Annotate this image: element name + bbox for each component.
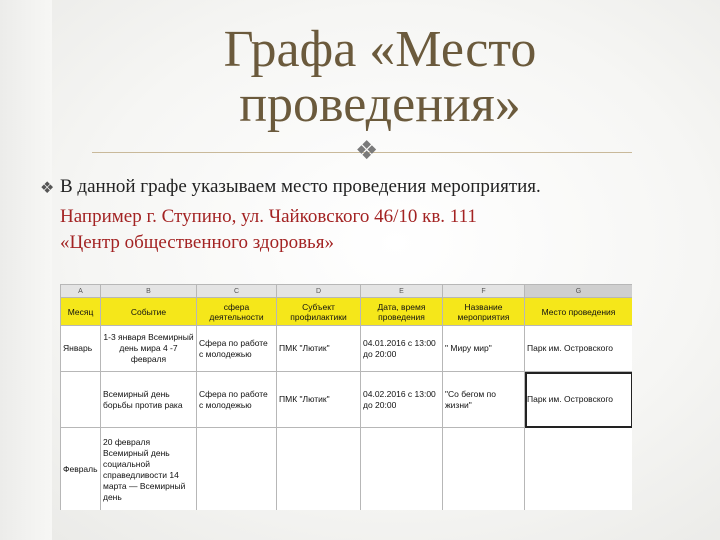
example-line-1: Например г. Ступино, ул. Чайковского 46/10 кв. 111 bbox=[60, 206, 477, 227]
subject-cell[interactable]: ПМК "Лютик" bbox=[277, 326, 361, 372]
date-cell[interactable] bbox=[361, 428, 443, 511]
slide-title bbox=[160, 22, 600, 132]
example-text bbox=[60, 204, 700, 256]
column-letter[interactable]: G bbox=[525, 285, 633, 298]
event-name-cell[interactable]: " Миру мир" bbox=[443, 326, 525, 372]
column-letter[interactable]: C bbox=[197, 285, 277, 298]
title-bullet-icon: ❖ bbox=[355, 136, 379, 166]
bullet-text-content: В данной графе указываем место проведения мероприятия. bbox=[60, 176, 541, 197]
header-cell[interactable]: Субъект профилактики bbox=[277, 298, 361, 326]
table-row bbox=[61, 428, 633, 511]
table-row bbox=[61, 326, 633, 372]
date-cell[interactable]: 04.01.2016 с 13:00 до 20:00 bbox=[361, 326, 443, 372]
place-cell[interactable]: Парк им. Островского bbox=[525, 326, 633, 372]
column-letter[interactable]: D bbox=[277, 285, 361, 298]
header-cell[interactable]: Месяц bbox=[61, 298, 101, 326]
header-cell[interactable]: Событие bbox=[101, 298, 197, 326]
column-letter[interactable]: E bbox=[361, 285, 443, 298]
event-name-cell[interactable]: "Со бегом по жизни" bbox=[443, 372, 525, 428]
place-cell-selected[interactable]: Парк им. Островского bbox=[525, 372, 633, 428]
column-letter[interactable]: F bbox=[443, 285, 525, 298]
subject-cell[interactable] bbox=[277, 428, 361, 511]
sphere-cell[interactable]: Сфера по работе с молодежью bbox=[197, 372, 277, 428]
slide-side-stripe bbox=[0, 0, 55, 540]
table-row bbox=[61, 372, 633, 428]
bullet-icon: ❖ bbox=[40, 178, 55, 197]
sphere-cell[interactable]: Сфера по работе с молодежью bbox=[197, 326, 277, 372]
spreadsheet-screenshot bbox=[60, 284, 632, 510]
event-cell[interactable]: 1-3 января Всемирный день мира 4 -7 февраля bbox=[101, 326, 197, 372]
column-letter[interactable]: A bbox=[61, 285, 101, 298]
event-cell[interactable]: 20 февраля Всемирный день социальной справедливости 14 марта — Всемирный день bbox=[101, 428, 197, 511]
event-cell[interactable]: Всемирный день борьбы против рака bbox=[101, 372, 197, 428]
month-cell[interactable] bbox=[61, 372, 101, 428]
header-row bbox=[61, 298, 633, 326]
subject-cell[interactable]: ПМК "Лютик" bbox=[277, 372, 361, 428]
title-line-2: проведения» bbox=[239, 76, 521, 133]
header-cell[interactable]: Дата, время проведения bbox=[361, 298, 443, 326]
spreadsheet-table bbox=[60, 284, 632, 510]
column-letters-row bbox=[61, 285, 633, 298]
header-cell[interactable]: Место проведения bbox=[525, 298, 633, 326]
bullet-text bbox=[40, 175, 710, 199]
sphere-cell[interactable] bbox=[197, 428, 277, 511]
example-line-2: «Центр общественного здоровья» bbox=[60, 232, 334, 253]
date-cell[interactable]: 04.02.2016 с 13:00 до 20:00 bbox=[361, 372, 443, 428]
event-name-cell[interactable] bbox=[443, 428, 525, 511]
month-cell[interactable]: Январь bbox=[61, 326, 101, 372]
place-cell[interactable] bbox=[525, 428, 633, 511]
title-line-1: Графа «Место bbox=[223, 21, 537, 78]
header-cell[interactable]: сфера деятельности bbox=[197, 298, 277, 326]
column-letter[interactable]: B bbox=[101, 285, 197, 298]
month-cell[interactable]: Февраль bbox=[61, 428, 101, 511]
header-cell[interactable]: Название мероприятия bbox=[443, 298, 525, 326]
